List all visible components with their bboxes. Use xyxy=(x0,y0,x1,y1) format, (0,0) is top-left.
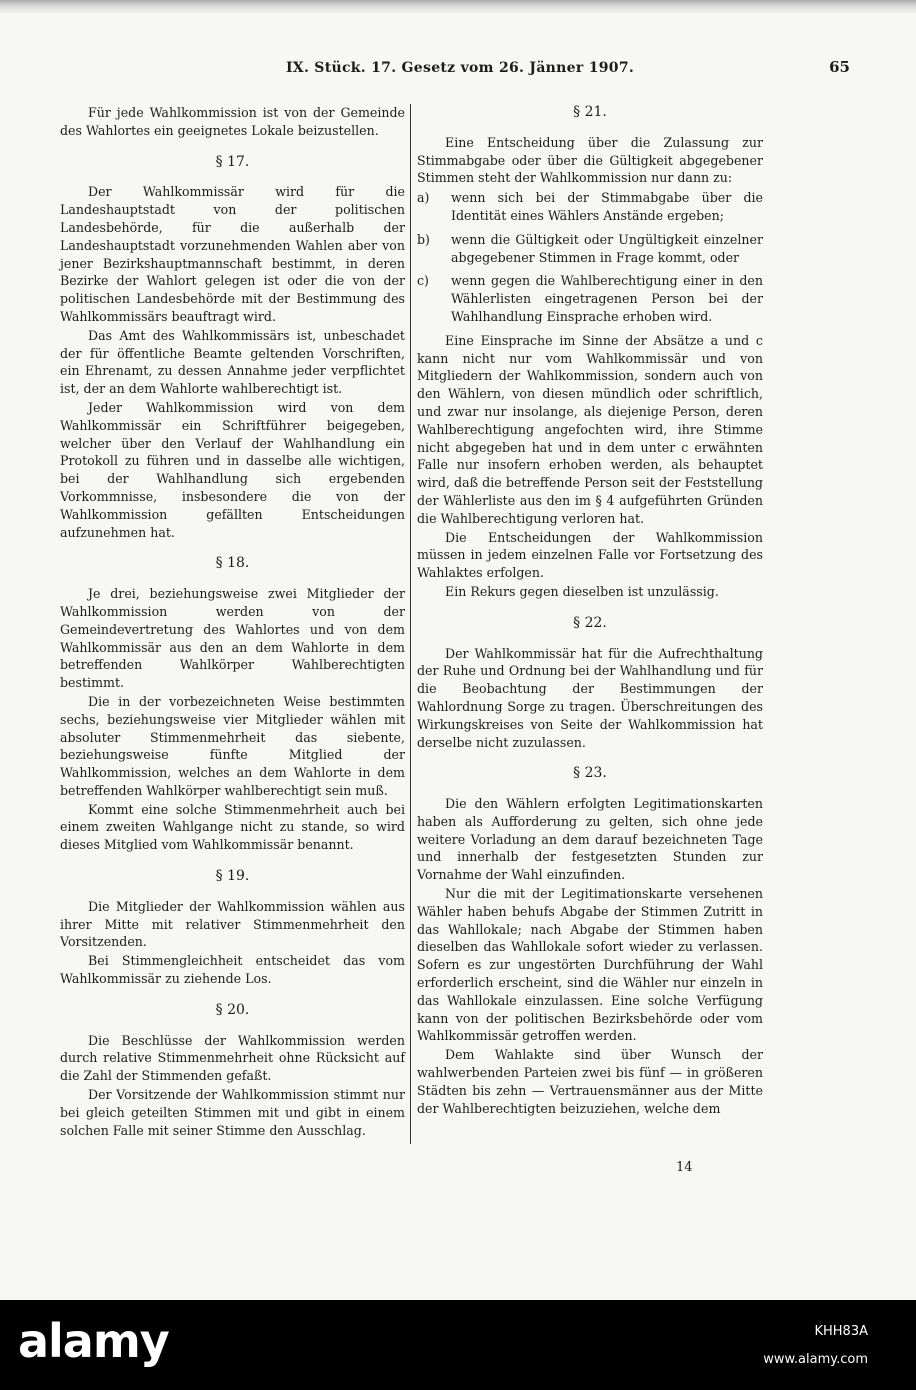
s21-paragraph-3: Die Entscheidungen der Wahlkommission müssen in jedem einzelnen Falle vor Fortsetzung des Wahlaktes erfolgen. xyxy=(417,529,763,581)
header-title: IX. Stück. 17. Gesetz vom 26. Jänner 1907. xyxy=(285,60,635,76)
s18-paragraph-3: Kommt eine solche Stimmenmehrheit auch bei einem zweiten Wahlgange nicht zu stande, so wird dieses Mitglied vom Wahlkommissär benannt. xyxy=(60,801,405,853)
s18-paragraph-1: Je drei, beziehungsweise zwei Mitglieder der Wahlkommission werden von der Gemeindevertretung des Wahlortes und von dem Wahlkommissär aus den an dem Wahlorte in dem betreffenden Wahlkörper Wahlberechtigten bestimmt. xyxy=(60,586,405,691)
s21-paragraph-2: Eine Einsprache im Sinne der Absätze a und c kann nicht nur vom Wahlkommissär und von Mitgliedern der Wahlkommission, sondern auch von den Wählern, von diesen mündlich oder schriftlich, und zwar nur insolange, als diejenige Person, deren Wahlberechtigung angefochten wird, ihre Stimme nicht abgegeben hat und in dem unter c erwähnten Falle nur insofern erhoben werden, als behauptet wird, daß die betreffende Person seit der Feststellung der Wählerliste aus den im § 4 aufgeführten Gründen die Wahlberechtigung verloren hat. xyxy=(417,332,763,526)
s23-paragraph-3: Dem Wahlakte sind über Wunsch der wahlwerbenden Parteien zwei bis fünf — in größeren Städten bis zehn — Vertrauensmänner aus der Mitte der Wahlberechtigten beizuziehen, welche dem xyxy=(417,1047,763,1116)
s18-paragraph-2: Die in der vorbezeichneten Weise bestimmten sechs, beziehungsweise vier Mitglieder wählen mit absoluter Stimmenmehrheit das siebente, beziehungsweise fünfte Mitglied der Wahlkommission, welches an dem Wahlorte in dem betreffenden Wahlkörper wahlberechtigt sein muß. xyxy=(60,693,405,798)
right-column xyxy=(417,104,763,1118)
section-heading-18: § 18. xyxy=(215,555,250,572)
section-heading-23: § 23. xyxy=(573,765,607,782)
page-number: 65 xyxy=(829,58,850,76)
s20-paragraph-2: Der Vorsitzende der Wahlkommission stimmt nur bei gleich geteilten Stimmen mit und gibt in einem solchen Falle mit seiner Stimme den Ausschlag. xyxy=(60,1087,405,1138)
item-c-label: c) xyxy=(417,273,429,289)
section-heading-22: § 22. xyxy=(573,614,607,631)
s17-paragraph-3: Jeder Wahlkommission wird von dem Wahlkommissär ein Schriftführer beigegeben, welcher über den Verlauf der Wahlhandlung ein Protokoll zu führen und in dasselbe alle wichtigen, bei der Wahlhandlung sich ergebenden Vorkommnisse, insbesondere die von der Wahlkommission gefällten Entscheidungen aufzunehmen hat. xyxy=(60,399,405,540)
left-column xyxy=(60,104,405,1140)
item-b-label: b) xyxy=(417,231,430,247)
s20-paragraph-1: Die Beschlüsse der Wahlkommission werden durch relative Stimmenmehrheit ohne Rücksicht auf die Zahl der Stimmenden gefaßt. xyxy=(60,1032,405,1084)
s21-item-a xyxy=(417,189,763,225)
item-a-label: a) xyxy=(417,190,430,206)
site-url: www.alamy.com xyxy=(763,1352,868,1367)
s17-paragraph-1: Der Wahlkommissär wird für die Landeshauptstadt von der politischen Landesbehörde, für die außerhalb der Landeshauptstadt vorzunehmenden Wahlen aber von jener Bezirkshauptmannschaft bestimmt, in deren Bezirke der Wahlort gelegen ist oder die von der politischen Landesbehörde mit der Bestimmung des Wahlkommissärs beauftragt wird. xyxy=(60,184,405,324)
section-heading-19: § 19. xyxy=(215,868,250,885)
page-header xyxy=(60,58,860,82)
image-code: KHH83A xyxy=(814,1324,868,1339)
section-heading-20: § 20. xyxy=(215,1001,250,1018)
alamy-logo: alamy xyxy=(18,1314,169,1368)
s22-paragraph-1: Der Wahlkommissär hat für die Aufrechthaltung der Ruhe und Ordnung bei der Wahlhandlung und für die Beobachtung der Bestimmungen der Wahlordnung Sorge zu tragen. Überschreitungen des Wirkungskreises von Seite der Wahlkommission hat derselbe nicht zuzulassen. xyxy=(417,645,763,750)
s23-paragraph-2: Nur die mit der Legitimationskarte versehenen Wähler haben behufs Abgabe der Stimmen Zutritt in das Wahllokale; nach Abgabe der Stimmen haben dieselben das Wahllokale sofort wieder zu verlassen. Sofern es zur ungestörten Durchführung der Wahl erforderlich erscheint, sind die Wähler nur einzeln in das Wahllokale einzulassen. Eine solche Verfügung kann von der politischen Bezirksbehörde oder vom Wahlkommissär getroffen werden. xyxy=(417,886,763,1044)
section-heading-17: § 17. xyxy=(215,153,250,170)
s21-item-c xyxy=(417,272,763,325)
item-c-text: wenn gegen die Wahlberechtigung einer in den Wählerlisten eingetragenen Person bei der Wahlhandlung Einsprache erhoben wird. xyxy=(451,273,763,324)
item-b-text: wenn die Gültigkeit oder Ungültigkeit einzelner abgegebener Stimmen in Frage kommt, oder xyxy=(451,231,763,265)
section-heading-21: § 21. xyxy=(573,104,607,120)
scan-edge xyxy=(0,0,916,14)
s21-paragraph-4: Ein Rekurs gegen dieselben ist unzulässig. xyxy=(445,583,719,599)
s19-paragraph-2: Bei Stimmengleichheit entscheidet das vom Wahlkommissär zu ziehende Los. xyxy=(60,953,405,987)
s23-paragraph-1: Die den Wählern erfolgten Legitimationskarten haben als Aufforderung zu gelten, sich ohne jede weitere Vorladung an dem darauf bezeichneten Tage und innerhalb der festgesetzten Stunden zur Vornahme der Wahl einzufinden. xyxy=(417,796,763,883)
intro-paragraph: Für jede Wahlkommission ist von der Gemeinde des Wahlortes ein geeignetes Lokale beizustellen. xyxy=(60,105,405,138)
s21-item-b xyxy=(417,231,763,267)
s21-paragraph-1: Eine Entscheidung über die Zulassung zur Stimmabgabe oder über die Gültigkeit abgegebener Stimmen steht der Wahlkommission nur dann zu: xyxy=(417,134,763,186)
sheet-signature: 14 xyxy=(676,1160,693,1175)
item-a-text: wenn sich bei der Stimmabgabe über die Identität eines Wählers Anstände ergeben; xyxy=(451,190,763,223)
s17-paragraph-2: Das Amt des Wahlkommissärs ist, unbeschadet der für öffentliche Beamte geltenden Vorschriften, ein Ehrenamt, zu dessen Annahme jeder verpflichtet ist, der an dem Wahlorte wahlberechtigt ist. xyxy=(60,327,405,397)
column-divider xyxy=(410,104,411,1144)
s19-paragraph-1: Die Mitglieder der Wahlkommission wählen aus ihrer Mitte mit relativer Stimmenmehrheit den Vorsitzenden. xyxy=(60,898,405,950)
watermark-banner xyxy=(0,1300,916,1390)
